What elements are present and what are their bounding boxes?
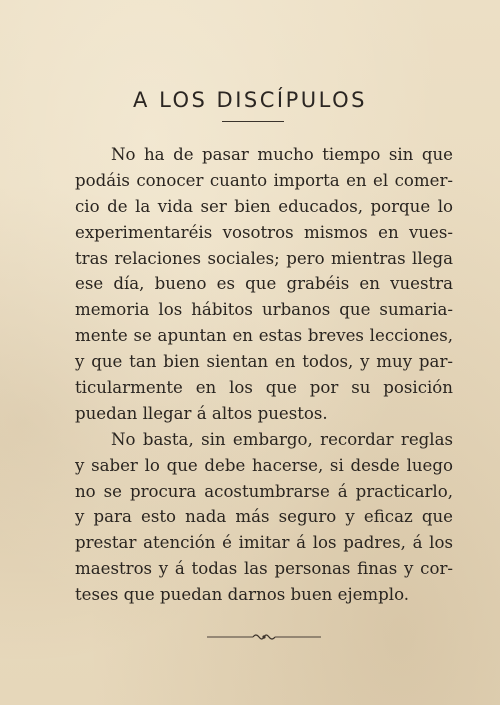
text-line: ticularmente en los que por su posición — [75, 378, 453, 398]
text-line: puedan llegar á altos puestos. — [75, 403, 328, 423]
text-line: experimentaréis vosotros mismos en vues- — [75, 222, 453, 242]
text-line: cio de la vida ser bien educados, porque lo — [75, 196, 453, 216]
ornament-divider — [205, 630, 323, 644]
text-line: y que tan bien sientan en todos, y muy par- — [75, 352, 453, 372]
ornament-divider-icon — [205, 630, 323, 644]
text-line: tras relaciones sociales; pero mientras llega — [75, 248, 453, 268]
text-line: ese día, bueno es que grabéis en vuestra — [75, 274, 453, 294]
text-line: no se procura acostumbrarse á practicarlo, — [75, 481, 453, 501]
text-line: y saber lo que debe hacerse, si desde luego — [75, 455, 453, 475]
text-line: y para esto nada más seguro y eficaz que — [75, 507, 453, 527]
text-line: podáis conocer cuanto importa en el comer- — [75, 170, 453, 190]
text-line: No ha de pasar mucho tiempo sin que — [111, 145, 453, 164]
body-text — [75, 142, 453, 608]
title-underline — [222, 121, 284, 122]
text-line: mente se apuntan en estas breves lecciones, — [75, 326, 453, 346]
text-line: prestar atención é imitar á los padres, á los — [75, 533, 453, 553]
page-title: A LOS DISCÍPULOS — [133, 88, 367, 112]
text-line: No basta, sin embargo, recordar reglas — [111, 429, 453, 449]
text-line: maestros y á todas las personas finas y cor- — [75, 559, 453, 579]
text-line: memoria los hábitos urbanos que sumaria- — [75, 300, 453, 320]
text-line: teses que puedan darnos buen ejemplo. — [75, 585, 410, 605]
